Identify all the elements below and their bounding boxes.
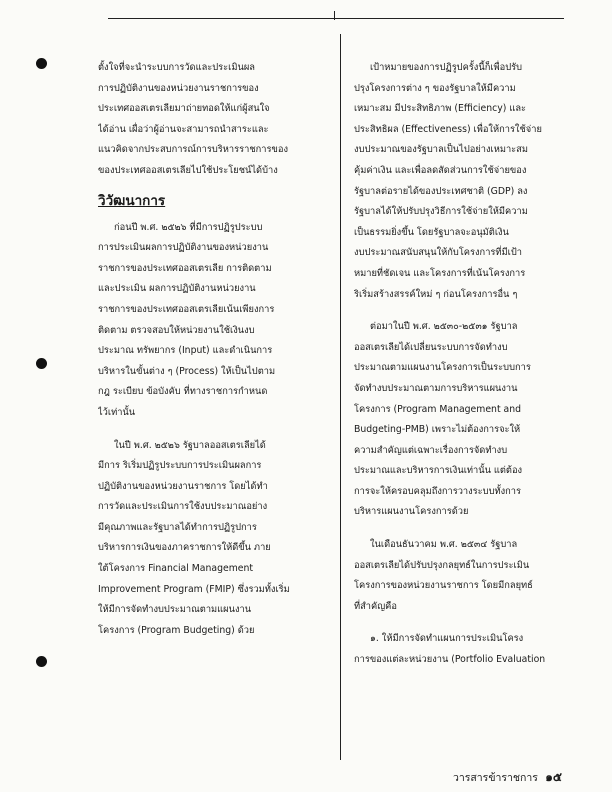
column-divider-tick xyxy=(334,11,335,20)
text-line: Budgeting-PMB) เพราะไม่ต้องการจะให้ xyxy=(354,424,521,436)
text-line: มีคุณภาพและรัฐบาลได้ทำการปฏิรูปการ xyxy=(98,521,257,533)
binder-hole-icon xyxy=(36,358,47,369)
text-line: ประสิทธิผล (Effectiveness) เพื่อให้การใช้จ่าย xyxy=(354,123,542,135)
text-line: ปรุงโครงการต่าง ๆ ของรัฐบาลให้มีความ xyxy=(354,82,516,94)
journal-name: วารสารข้าราชการ xyxy=(452,772,538,784)
text-line: โครงการ (Program Management and xyxy=(354,403,522,415)
text-line: งบประมาณสนับสนุนให้กับโครงการที่มีเป้า xyxy=(354,247,522,259)
text-line: โครงการ (Program Budgeting) ด้วย xyxy=(98,624,255,636)
text-line: บริหารแผนงานโครงการด้วย xyxy=(354,506,469,518)
page-footer xyxy=(453,768,562,787)
text-line: แนวคิดจากประสบการณ์การบริหารราชการของ xyxy=(98,144,288,156)
text-line: บริหารในขั้นต่าง ๆ (Process) ให้เป็นไปตาม xyxy=(98,365,276,377)
text-line: ออสเตรเลียได้ปรับปรุงกลยุทธ์ในการประเมิน xyxy=(354,559,530,571)
text-line: ประมาณตามแผนงานโครงการเป็นระบบการ xyxy=(354,362,531,374)
text-line: ใต้โครงการ Financial Management xyxy=(98,563,254,575)
text-line: ได้อ่าน เผื่อว่าผู้อ่านจะสามารถนำสาระและ xyxy=(98,123,269,135)
text-line: ไว้เท่านั้น xyxy=(98,406,136,418)
text-line: จัดทำงบประมาณตามการบริหารแผนงาน xyxy=(354,382,518,394)
text-line: ตั้งใจที่จะนำระบบการวัดและประเมินผล xyxy=(98,62,255,73)
column-divider xyxy=(340,34,341,760)
text-line: ติดตาม ตรวจสอบให้หน่วยงานใช้เงินงบ xyxy=(98,324,255,336)
text-line: ริเริ่มสร้างสรรค์ใหม่ ๆ ก่อนโครงการอื่น ๆ xyxy=(354,288,518,300)
text-line: กฎ ระเบียบ ข้อบังคับ ที่ทางราชการกำหนด xyxy=(98,386,268,398)
text-line: ออสเตรเลียได้เปลี่ยนระบบการจัดทำงบ xyxy=(354,341,508,353)
text-line: การประเมินผลการปฏิบัติงานของหน่วยงาน xyxy=(98,242,269,254)
binder-hole-icon xyxy=(36,656,47,667)
text-line: รัฐบาลได้ให้ปรับปรุงวิธีการใช้จ่ายให้มีความ xyxy=(354,206,528,218)
text-line: ประเทศออสเตรเลียมาถ่ายทอดให้แก่ผู้สนใจ xyxy=(98,103,270,115)
text-line: การของแต่ละหน่วยงาน (Portfolio Evaluation xyxy=(354,654,546,666)
text-line: การจะให้ครอบคลุมถึงการวางระบบทั้งการ xyxy=(354,485,521,497)
text-line: โครงการของหน่วยงานราชการ โดยมีกลยุทธ์ xyxy=(354,580,533,592)
text-line: ราชการของประเทศออสเตรเลีย การติดตาม xyxy=(98,262,272,274)
text-line: ของประเทศออสเตรเลียไปใช้ประโยชน์ได้บ้าง xyxy=(98,164,278,176)
text-line: เป้าหมายของการปฏิรูปครั้งนี้ก็เพื่อปรับ xyxy=(370,62,523,73)
text-line: ต่อมาในปี พ.ศ. ๒๕๓๐-๒๕๓๑ รัฐบาล xyxy=(370,321,518,333)
right-column xyxy=(354,58,564,671)
text-line: เป็นธรรมยิ่งขึ้น โดยรัฐบาลจะอนุมัติเงิน xyxy=(354,226,509,238)
text-line: รัฐบาลต่อรายได้ของประเทศชาติ (GDP) ลง xyxy=(354,185,528,197)
text-line: ราชการของประเทศออสเตรเลียเน้นเพียงการ xyxy=(98,303,275,315)
text-line: ในปี พ.ศ. ๒๕๒๖ รัฐบาลออสเตรเลียได้ xyxy=(114,439,266,451)
section-heading: วิวัฒนาการ xyxy=(98,192,166,209)
text-line: ในเดือนธันวาคม พ.ศ. ๒๕๓๔ รัฐบาล xyxy=(370,539,518,551)
text-line: ปฏิบัติงานของหน่วยงานราชการ โดยได้ทำ xyxy=(98,480,268,492)
text-line: ๑. ให้มีการจัดทำแผนการประเมินโครง xyxy=(370,633,524,645)
text-line: คุ้มค่าเงิน และเพื่อลดสัดส่วนการใช้จ่ายของ xyxy=(354,164,527,176)
text-line: การวัดและประเมินการใช้งบประมาณอย่าง xyxy=(98,501,268,513)
text-line: ความสำคัญแต่เฉพาะเรื่องการจัดทำงบ xyxy=(354,444,508,456)
text-line: เหมาะสม มีประสิทธิภาพ (Efficiency) และ xyxy=(354,103,527,115)
left-column xyxy=(98,58,330,641)
text-line: Improvement Program (FMIP) ซึ่งรวมทั้งเริ่ม xyxy=(98,583,290,595)
binder-hole-icon xyxy=(36,58,47,69)
text-line: ที่สำคัญคือ xyxy=(354,600,397,612)
text-line: ประมาณและบริหารการเงินเท่านั้น แต่ต้อง xyxy=(354,465,523,477)
text-line: หมายที่ชัดเจน และโครงการที่เน้นโครงการ xyxy=(354,267,526,279)
text-line: การปฏิบัติงานของหน่วยงานราชการของ xyxy=(98,82,259,94)
text-line: ประมาณ ทรัพยากร (Input) และดำเนินการ xyxy=(98,345,273,357)
text-line: และประเมิน ผลการปฏิบัติงานหน่วยงาน xyxy=(98,283,256,295)
page-number: ๑๕ xyxy=(545,770,562,784)
text-line: ก่อนปี พ.ศ. ๒๕๒๖ ที่มีการปฏิรูประบบ xyxy=(114,221,263,233)
text-line: บริหารการเงินของภาคราชการให้ดีขึ้น ภาย xyxy=(98,542,271,554)
text-line: ให้มีการจัดทำงบประมาณตามแผนงาน xyxy=(98,604,252,616)
text-line: งบประมาณของรัฐบาลเป็นไปอย่างเหมาะสม xyxy=(354,144,528,156)
text-line: มีการ ริเริ่มปฏิรูประบบการประเมินผลการ xyxy=(98,460,262,472)
top-rule xyxy=(108,18,564,19)
